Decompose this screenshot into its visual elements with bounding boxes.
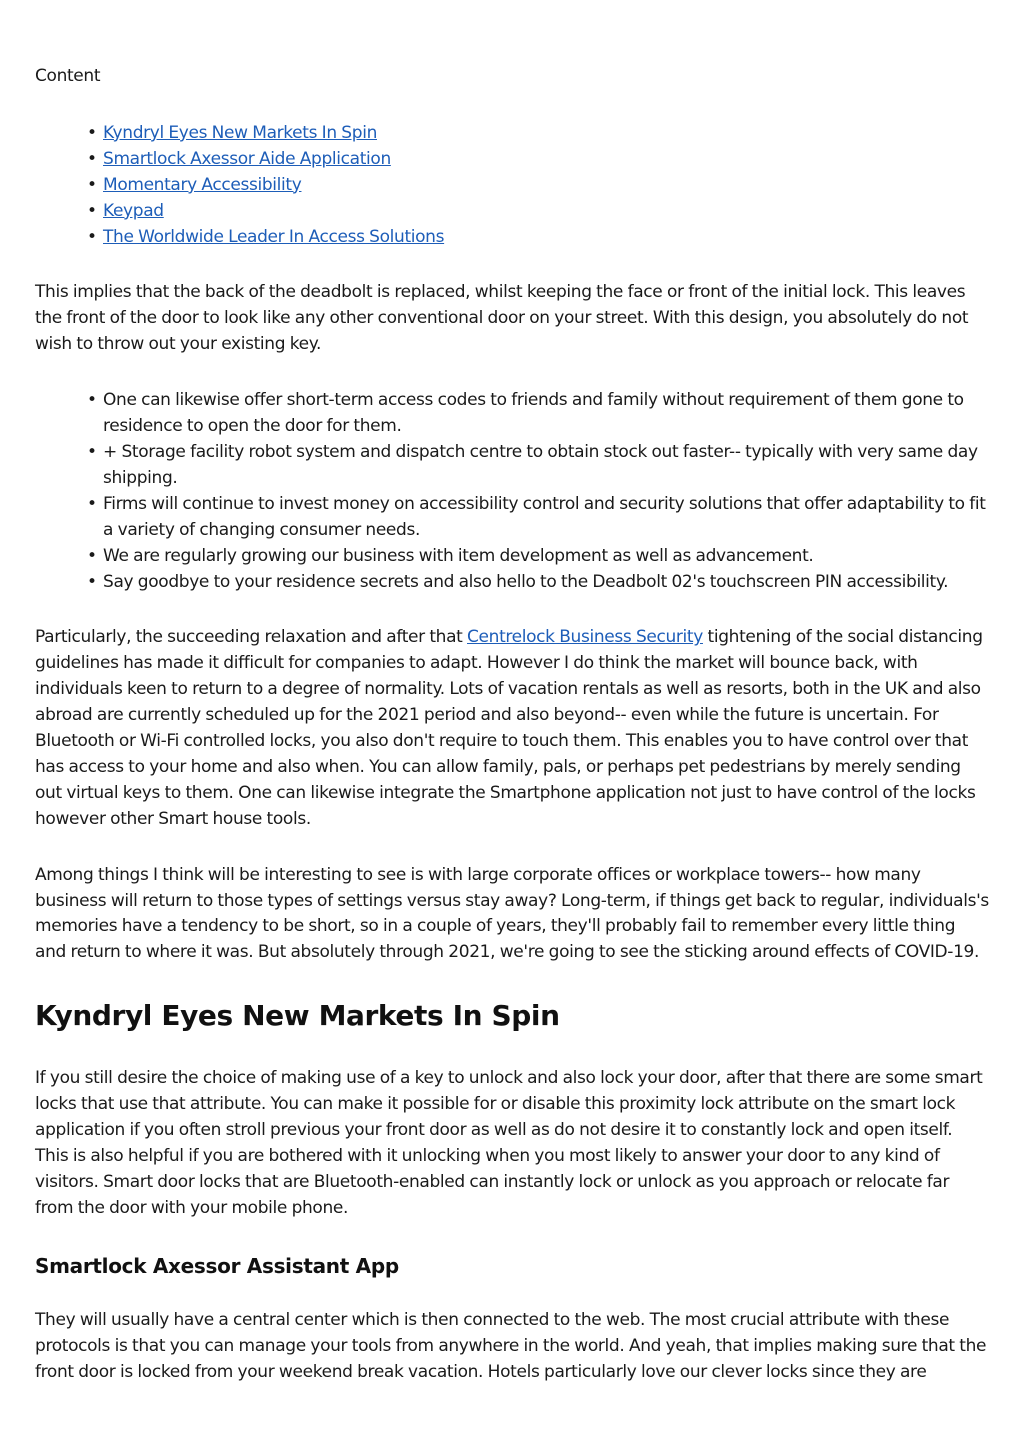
section-heading-kyndryl: Kyndryl Eyes New Markets In Spin — [35, 999, 560, 1033]
table-of-contents — [35, 121, 990, 251]
section-2-paragraph: They will usually have a central center which is then connected to the web. The most crucial attribute with these protocols is that you can manage your tools from anywhere in the world. And yeah, that implies making sure that the front door is locked from your weekend break vacation. Hotels particularly love our clever locks since they are — [35, 1309, 987, 1382]
toc-link-momentary[interactable]: Momentary Accessibility — [103, 174, 302, 195]
toc-item — [87, 225, 990, 251]
paragraph-text: tightening of the social distancing guidelines has made it difficult for companies to adapt. However I do think the market will bounce back, with individuals keen to return to a degree of normality. Lots of vacation rentals as well as resorts, both in the UK and also abroad are currently scheduled up for the 2021 period and also beyond-- even while the future is uncertain. For Bluetooth or Wi-Fi controlled locks, you also don't require to touch them. This enables you to have control over that has access to your home and also when. You can allow family, pals, or perhaps pet pedestrians by merely sending out virtual keys to them. One can likewise integrate the Smartphone application not just to have control of the locks however other Smart house tools. — [35, 627, 983, 829]
section-1-paragraph: If you still desire the choice of making use of a key to unlock and also lock your door, after that there are some smart locks that use that attribute. You can make it possible for or disable this proximity lock attribute on the smart lock application if you often stroll previous your front door as well as do not desire it to constantly lock and open itself. This is also helpful if you are bothered with it unlocking when you most likely to answer your door to any kind of visitors. Smart door locks that are Bluetooth-enabled can instantly lock or unlock as you approach or relocate far from the door with your mobile phone. — [35, 1068, 983, 1218]
bullet-icon: • — [87, 174, 97, 195]
toc-link-worldwide-leader[interactable]: The Worldwide Leader In Access Solutions — [103, 226, 445, 247]
bullet-icon: • — [87, 390, 97, 411]
bullet-icon: • — [87, 493, 97, 514]
toc-link-smartlock[interactable]: Smartlock Axessor Aide Application — [103, 148, 391, 169]
paragraph-text: Particularly, the succeeding relaxation and after that — [35, 627, 468, 648]
bullet-icon: • — [87, 226, 97, 247]
bullet-icon: • — [87, 545, 97, 566]
toc-item — [87, 199, 990, 225]
bullet-icon: • — [87, 441, 97, 462]
toc-item — [87, 173, 990, 199]
list-item — [87, 492, 990, 544]
centrelock-link[interactable]: Centrelock Business Security — [467, 627, 703, 648]
list-item-text: + Storage facility robot system and dispatch centre to obtain stock out faster-- typically with very same day shipping. — [103, 441, 978, 488]
list-item — [87, 544, 990, 570]
list-item — [87, 388, 990, 440]
body-paragraph-3: Among things I think will be interesting to see is with large corporate offices or workplace towers-- how many business will return to those types of settings versus stay away? Long-term, if things get back to regular, individuals's memories have a tendency to be short, so in a couple of years, they'll probably fail to remember every little thing and return to where it was. But absolutely through 2021, we're going to see the sticking around effects of COVID-19. — [35, 864, 989, 963]
intro-paragraph: This implies that the back of the deadbolt is replaced, whilst keeping the face or front of the initial lock. This leaves the front of the door to look like any other conventional door on your street. With this design, you absolutely do not wish to throw out your existing key. — [35, 282, 969, 355]
list-item-text: Say goodbye to your residence secrets and also hello to the Deadbolt 02's touchscreen PIN accessibility. — [103, 571, 949, 592]
list-item-text: Firms will continue to invest money on accessibility control and security solutions that offer adaptability to fit a variety of changing consumer needs. — [103, 493, 986, 540]
list-item-text: One can likewise offer short-term access codes to friends and family without requirement of them gone to residence to open the door for them. — [103, 390, 964, 437]
list-item-text: We are regularly growing our business with item development as well as advancement. — [103, 545, 814, 566]
feature-list — [35, 388, 990, 595]
bullet-icon: • — [87, 148, 97, 169]
list-item — [87, 440, 990, 492]
bullet-icon: • — [87, 571, 97, 592]
toc-link-keypad[interactable]: Keypad — [103, 200, 164, 221]
content-label: Content — [35, 66, 101, 86]
bullet-icon: • — [87, 200, 97, 221]
body-paragraph-2 — [35, 625, 990, 832]
list-item — [87, 570, 990, 596]
toc-item — [87, 147, 990, 173]
toc-item — [87, 121, 990, 147]
bullet-icon: • — [87, 122, 97, 143]
toc-link-kyndryl[interactable]: Kyndryl Eyes New Markets In Spin — [103, 122, 377, 143]
section-heading-smartlock: Smartlock Axessor Assistant App — [35, 1253, 399, 1278]
